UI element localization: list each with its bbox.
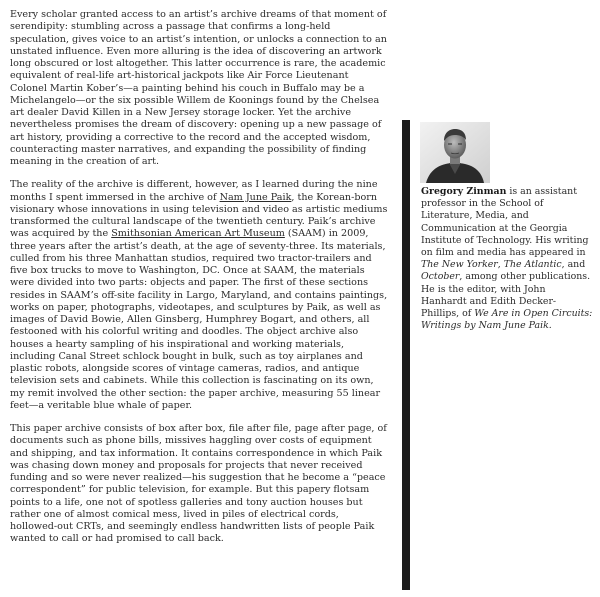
- paragraph-intro: Every scholar granted access to an artist’s archive dreams of that moment of serendipity: stumbling across a passage that confirms a long-held speculation, gives voice to an artist’s intention, or unlocks a connection to an unstated influence. Even more alluring is the idea of discovering an artwork long obscured or lost altogether. This latter occurrence is rare, the academic equivalent of real-life art-historical jackpots like Air Force Lieutenant Colonel Martin Kober’s—a painting behind his couch in Buffalo may be a Michelangelo—or the six possible Willem de Koonings found by the Chelsea art dealer David Killen in a New Jersey storage locker. Yet the archive nevertheless promises the dream of discovery: opening up a new passage of art history, providing a corrective to the record and the accepted wisdom, counteracting master narratives, and expanding the possibility of finding meaning in the creation of art.: [10, 9, 387, 167]
- publication-title: The Atlantic: [503, 259, 562, 271]
- article-body: [10, 9, 388, 546]
- paragraph-paper-archive: This paper archive consists of box after box, file after file, page after page, of documents such as phone bills, missives haggling over costs of equipment and shipping, and tax information. It contains correspondence in which Paik was chasing down money and proposals for projects that never received funding and so were never realized—his suggestion that he become a “peace correspondent” for public television, for example. But this papery flotsam points to a life, one not of spotless galleries and tony auction houses but rather one of almost comical mess, lived in piles of electrical cords, hollowed-out CRTs, and seemingly endless handwritten lists of people Paik wanted to call or had promised to call back.: [10, 423, 387, 545]
- bio-separator: , and: [561, 259, 586, 271]
- bio-text: , among other publications. He is the editor, with John Hanhardt and Edith Decker-Phillips, of: [421, 271, 591, 320]
- paragraph-text: The reality of the archive is different, however, as I learned during the nine months I spent immersed in the archive of: [10, 179, 378, 203]
- nam-june-paik-link[interactable]: Nam June Paik: [219, 191, 292, 203]
- paragraph-text: , the Korean-born visionary whose innovations in using television and video as artistic mediums transformed the cultural landscape of the twentieth century. Paik’s archive was acquired by the: [10, 191, 388, 240]
- sidebar-accent-bar: [402, 120, 410, 590]
- author-portrait-image: [420, 122, 490, 183]
- publication-title: The New Yorker: [421, 259, 498, 271]
- saam-link[interactable]: Smithsonian American Art Museum: [111, 228, 285, 240]
- paragraph-archive-reality: [10, 179, 388, 412]
- book-title: We Are in Open Circuits: Writings by Nam June Paik: [421, 308, 593, 332]
- bio-separator: ,: [497, 259, 504, 271]
- author-name: Gregory Zinman: [421, 186, 507, 197]
- publication-title: October: [421, 271, 460, 283]
- author-photo: [420, 122, 490, 183]
- paragraph-text: (SAAM) in 2009, three years after the artist’s death, at the age of seventy-three. Its materials, culled from his three Manhattan studios, required two tractor-trailers and five box trucks to move to Washington, DC. Once at SAAM, the materials were divided into two parts: objects and paper. The first of these sections resides in SAAM’s off-site facility in Largo, Maryland, and contains paintings, works on paper, photographs, videotapes, and sculptures by Paik, as well as images of David Bowie, Allen Ginsberg, Humphrey Bogart, and others, all festooned with his colorful writing and doodles. The object archive also houses a hearty sampling of his inspirational and working materials, including Canal Street schlock bought in bulk, such as toy airplanes and plastic robots, alongside scores of vintage cameras, radios, and antique television sets and cabinets. While this collection is fascinating on its own, my remit involved the other section: the paper archive, measuring 55 linear feet—a veritable blue whale of paper.: [10, 228, 388, 411]
- bio-end: .: [548, 320, 552, 332]
- author-bio: [421, 186, 593, 332]
- bio-text: is an assistant professor in the School of Literature, Media, and Communication at the Georgia Institute of Technology. His writing on film and media has appeared in: [421, 186, 589, 259]
